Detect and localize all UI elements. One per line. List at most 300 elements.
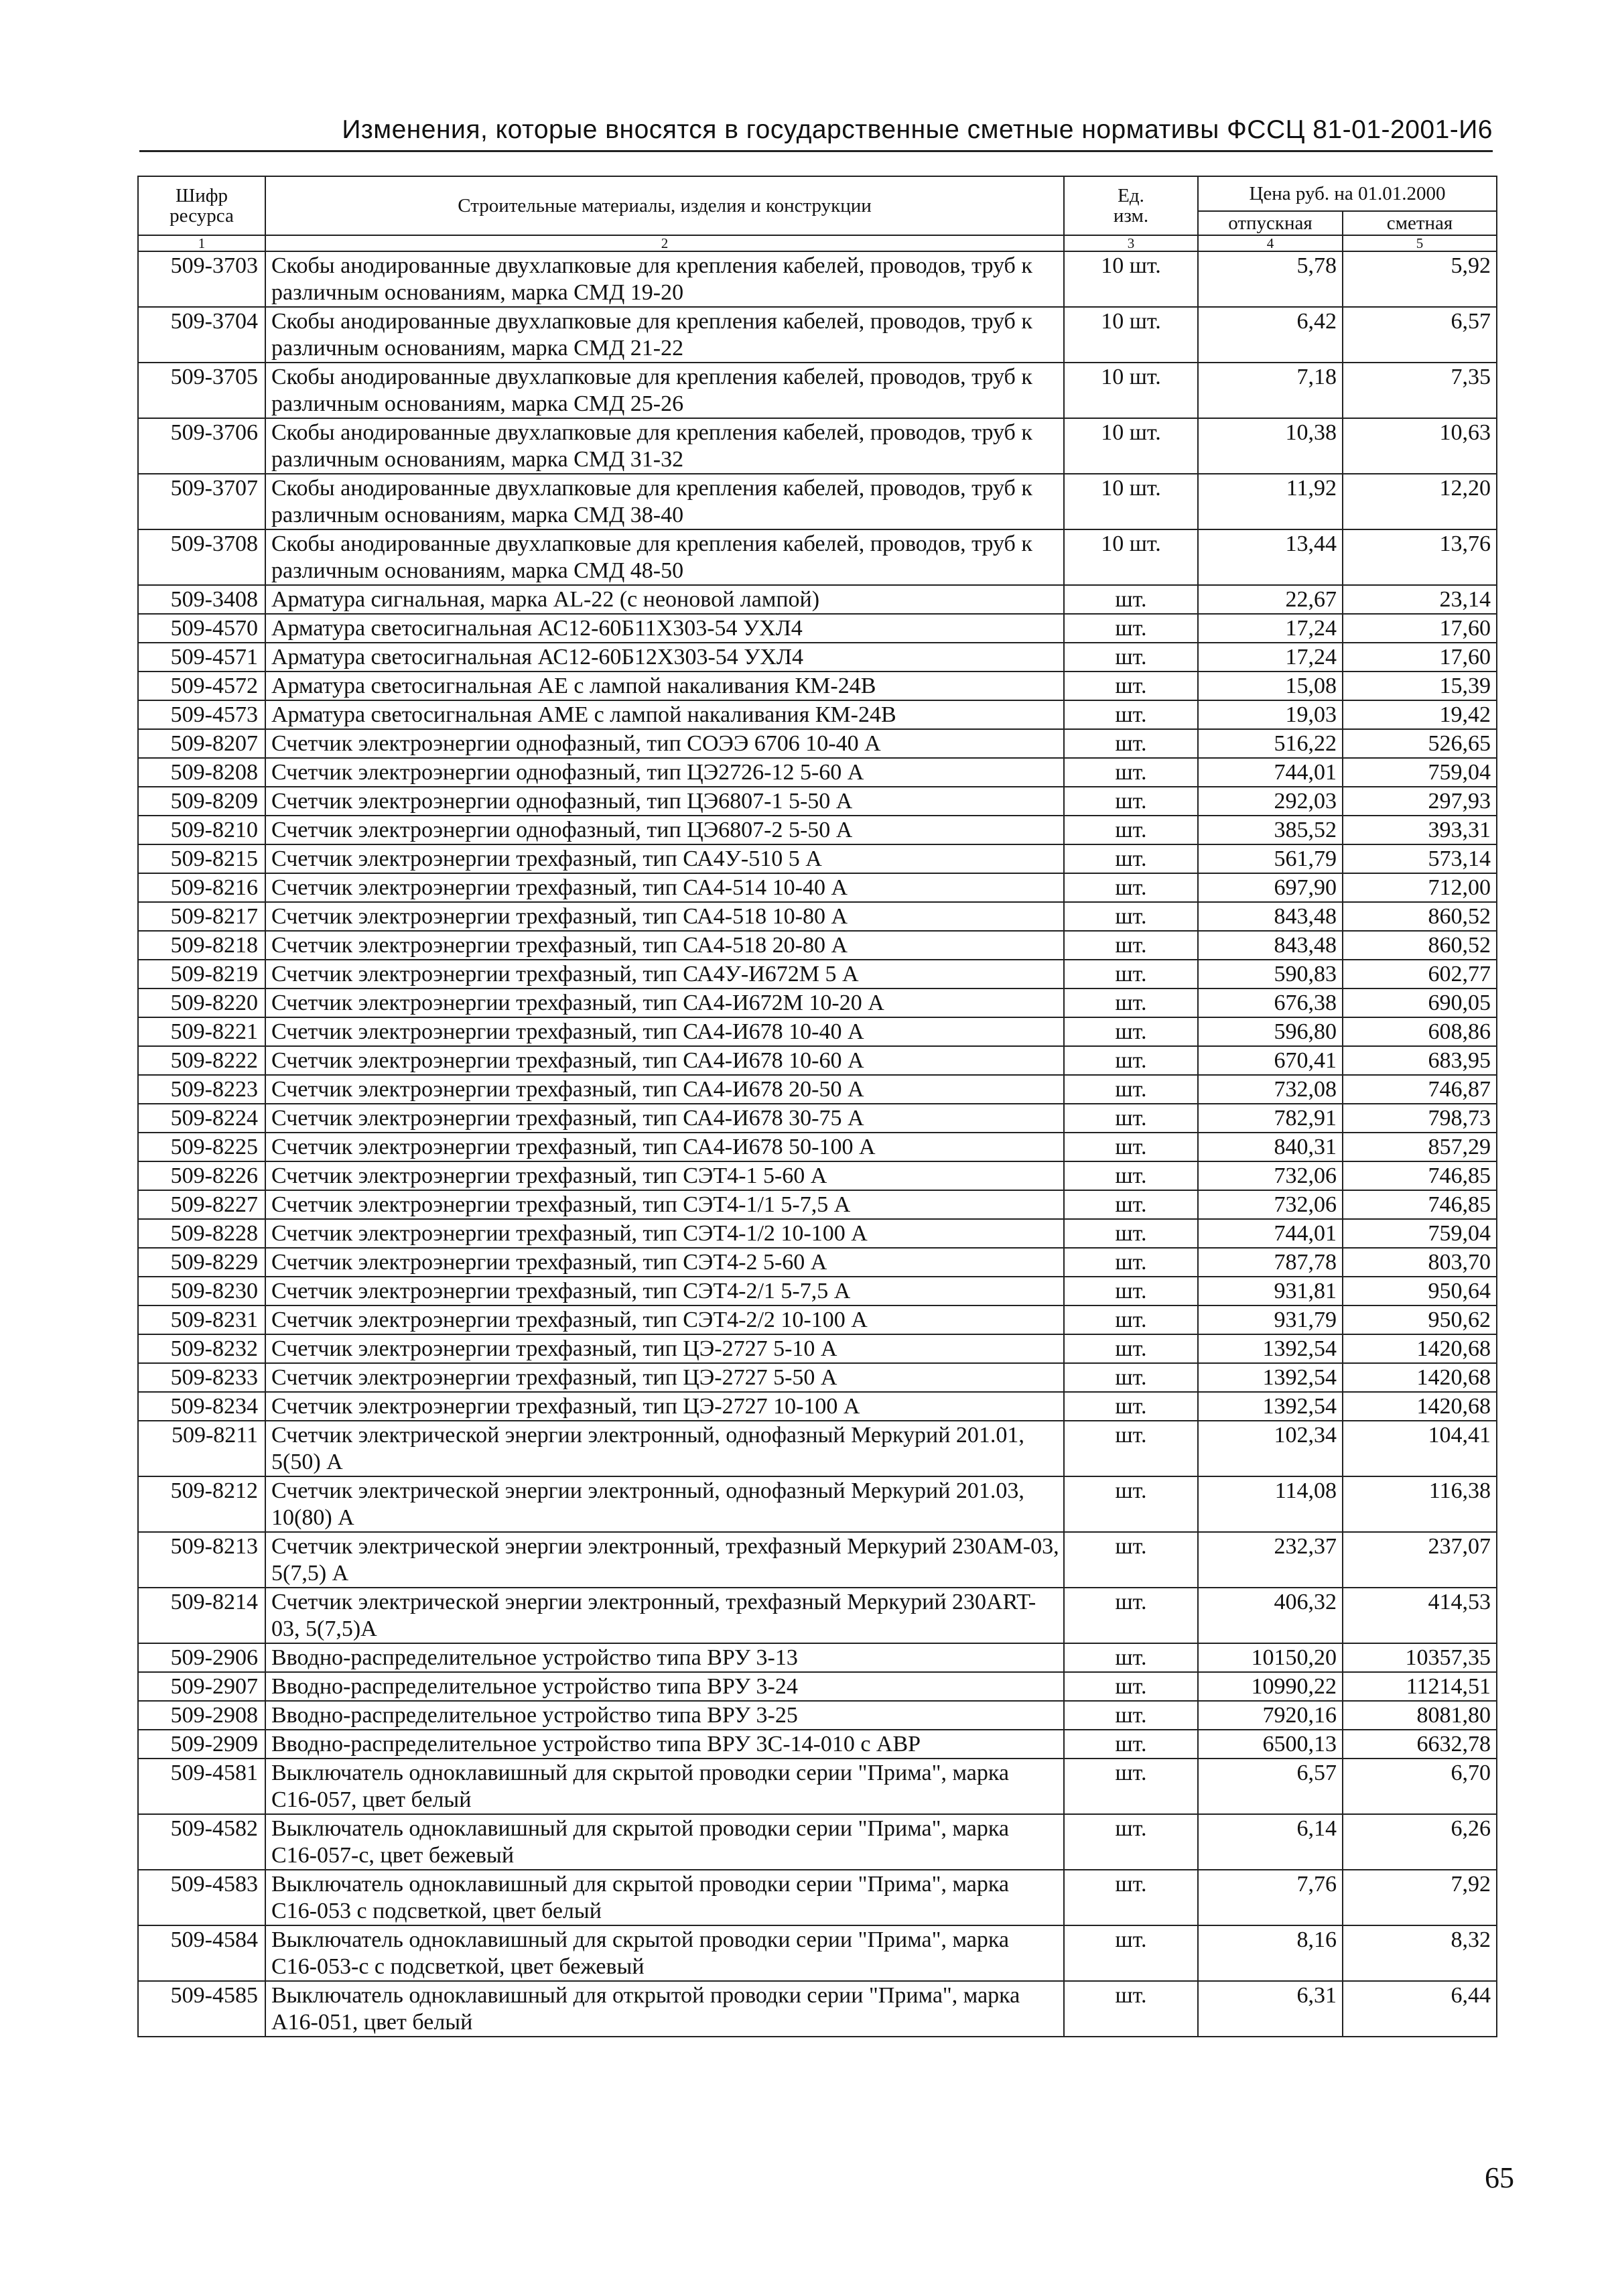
table-row [138, 585, 1497, 614]
row-unit: шт. [1064, 1104, 1198, 1133]
row-name: Счетчик электроэнергии трехфазный, тип СЭТ4-1 5-60 А [265, 1161, 1064, 1190]
row-unit: шт. [1064, 988, 1198, 1017]
row-name: Арматура светосигнальная АЕ с лампой накаливания КМ-24В [265, 672, 1064, 700]
column-number: 1 [138, 235, 265, 251]
row-price-estimate: 15,39 [1343, 672, 1497, 700]
table-row [138, 1870, 1497, 1925]
row-code: 509-8216 [138, 873, 265, 902]
row-unit: шт. [1064, 816, 1198, 844]
row-price-estimate: 573,14 [1343, 844, 1497, 873]
row-unit: шт. [1064, 1643, 1198, 1672]
row-unit: шт. [1064, 1305, 1198, 1334]
row-price-release: 732,06 [1198, 1190, 1343, 1219]
row-code: 509-2908 [138, 1701, 265, 1730]
row-code: 509-3704 [138, 307, 265, 363]
row-price-estimate: 237,07 [1343, 1532, 1497, 1588]
row-price-estimate: 12,20 [1343, 474, 1497, 529]
row-unit: шт. [1064, 931, 1198, 960]
row-price-estimate: 7,35 [1343, 363, 1497, 418]
row-unit: шт. [1064, 1219, 1198, 1248]
table-row [138, 1759, 1497, 1814]
row-code: 509-8210 [138, 816, 265, 844]
row-price-estimate: 950,62 [1343, 1305, 1497, 1334]
table-row [138, 729, 1497, 758]
row-unit: шт. [1064, 1421, 1198, 1476]
row-code: 509-8220 [138, 988, 265, 1017]
row-price-estimate: 690,05 [1343, 988, 1497, 1017]
row-price-estimate: 297,93 [1343, 787, 1497, 816]
header-title: Изменения, которые вносятся в государственные сметные нормативы ФССЦ 81-01-2001-И6 [342, 115, 1493, 144]
row-code: 509-8232 [138, 1334, 265, 1363]
row-code: 509-8221 [138, 1017, 265, 1046]
row-name: Скобы анодированные двухлапковые для крепления кабелей, проводов, труб к различным основаниям, марка СМД 25-26 [265, 363, 1064, 418]
table-row [138, 1981, 1497, 2037]
row-price-release: 10990,22 [1198, 1672, 1343, 1701]
row-name: Арматура светосигнальная АС12-60Б12Х303-54 УХЛ4 [265, 643, 1064, 672]
table-row [138, 251, 1497, 307]
row-price-estimate: 6632,78 [1343, 1730, 1497, 1759]
row-price-release: 232,37 [1198, 1532, 1343, 1588]
table-row [138, 1219, 1497, 1248]
table-row [138, 931, 1497, 960]
row-price-release: 7,18 [1198, 363, 1343, 418]
row-name: Счетчик электроэнергии однофазный, тип СОЭЭ 6706 10-40 А [265, 729, 1064, 758]
row-price-release: 15,08 [1198, 672, 1343, 700]
table-row [138, 1392, 1497, 1421]
row-name: Счетчик электроэнергии трехфазный, тип СА4-И678 50-100 А [265, 1133, 1064, 1161]
row-price-release: 843,48 [1198, 902, 1343, 931]
table-row [138, 474, 1497, 529]
row-code: 509-8208 [138, 758, 265, 787]
row-unit: шт. [1064, 700, 1198, 729]
row-price-release: 11,92 [1198, 474, 1343, 529]
row-price-release: 17,24 [1198, 643, 1343, 672]
row-price-estimate: 746,87 [1343, 1075, 1497, 1104]
table-row [138, 1532, 1497, 1588]
row-unit: шт. [1064, 1190, 1198, 1219]
row-code: 509-8213 [138, 1532, 265, 1588]
page-header [139, 114, 1493, 152]
row-price-estimate: 746,85 [1343, 1161, 1497, 1190]
table-row [138, 1814, 1497, 1870]
column-number: 4 [1198, 235, 1343, 251]
row-price-estimate: 1420,68 [1343, 1392, 1497, 1421]
row-name: Счетчик электрической энергии электронный, трехфазный Меркурий 230ART-03, 5(7,5)А [265, 1588, 1064, 1643]
table-row [138, 1476, 1497, 1532]
row-price-release: 590,83 [1198, 960, 1343, 988]
row-unit: 10 шт. [1064, 529, 1198, 585]
row-unit: шт. [1064, 902, 1198, 931]
row-price-release: 516,22 [1198, 729, 1343, 758]
row-name: Выключатель одноклавишный для скрытой проводки серии "Прима", марка С16-053-с с подсветкой, цвет бежевый [265, 1925, 1064, 1981]
row-price-release: 19,03 [1198, 700, 1343, 729]
row-unit: шт. [1064, 1075, 1198, 1104]
row-code: 509-8214 [138, 1588, 265, 1643]
row-name: Вводно-распределительное устройство типа ВРУ 3-25 [265, 1701, 1064, 1730]
row-name: Скобы анодированные двухлапковые для крепления кабелей, проводов, труб к различным основаниям, марка СМД 48-50 [265, 529, 1064, 585]
row-price-estimate: 116,38 [1343, 1476, 1497, 1532]
row-unit: шт. [1064, 1248, 1198, 1277]
row-price-estimate: 5,92 [1343, 251, 1497, 307]
row-code: 509-3708 [138, 529, 265, 585]
row-code: 509-8229 [138, 1248, 265, 1277]
row-unit: шт. [1064, 1730, 1198, 1759]
row-unit: шт. [1064, 873, 1198, 902]
row-price-estimate: 860,52 [1343, 931, 1497, 960]
row-price-estimate: 414,53 [1343, 1588, 1497, 1643]
row-price-estimate: 104,41 [1343, 1421, 1497, 1476]
row-code: 509-4582 [138, 1814, 265, 1870]
row-unit: шт. [1064, 1392, 1198, 1421]
row-price-estimate: 6,44 [1343, 1981, 1497, 2037]
row-name: Счетчик электроэнергии трехфазный, тип СА4-518 10-80 А [265, 902, 1064, 931]
row-code: 509-3408 [138, 585, 265, 614]
row-name: Счетчик электроэнергии трехфазный, тип СЭТ4-2 5-60 А [265, 1248, 1064, 1277]
row-name: Счетчик электроэнергии однофазный, тип ЦЭ6807-2 5-50 А [265, 816, 1064, 844]
row-price-release: 385,52 [1198, 816, 1343, 844]
row-code: 509-8222 [138, 1046, 265, 1075]
table-row [138, 787, 1497, 816]
row-price-estimate: 23,14 [1343, 585, 1497, 614]
header-code-line2: ресурса [170, 205, 234, 227]
row-unit: шт. [1064, 672, 1198, 700]
row-unit: шт. [1064, 1161, 1198, 1190]
row-price-estimate: 857,29 [1343, 1133, 1497, 1161]
table-row [138, 1672, 1497, 1701]
row-name: Выключатель одноклавишный для скрытой проводки серии "Прима", марка С16-053 с подсветкой, цвет белый [265, 1870, 1064, 1925]
row-unit: шт. [1064, 643, 1198, 672]
row-price-estimate: 10,63 [1343, 418, 1497, 474]
row-price-release: 8,16 [1198, 1925, 1343, 1981]
row-price-estimate: 683,95 [1343, 1046, 1497, 1075]
row-code: 509-8223 [138, 1075, 265, 1104]
row-price-release: 6,42 [1198, 307, 1343, 363]
table-body [138, 251, 1497, 2037]
column-number: 2 [265, 235, 1064, 251]
table-row [138, 614, 1497, 643]
row-code: 509-8225 [138, 1133, 265, 1161]
row-price-estimate: 13,76 [1343, 529, 1497, 585]
row-price-release: 787,78 [1198, 1248, 1343, 1277]
row-name: Счетчик электроэнергии трехфазный, тип СА4-И672М 10-20 А [265, 988, 1064, 1017]
row-price-estimate: 860,52 [1343, 902, 1497, 931]
table-row [138, 1248, 1497, 1277]
table-row [138, 1277, 1497, 1305]
header-price-group: Цена руб. на 01.01.2000 [1198, 176, 1497, 211]
row-unit: шт. [1064, 1046, 1198, 1075]
column-number: 3 [1064, 235, 1198, 251]
row-unit: шт. [1064, 1277, 1198, 1305]
row-unit: шт. [1064, 585, 1198, 614]
row-price-release: 561,79 [1198, 844, 1343, 873]
row-unit: шт. [1064, 614, 1198, 643]
row-name: Вводно-распределительное устройство типа ВРУ 3-24 [265, 1672, 1064, 1701]
row-price-estimate: 746,85 [1343, 1190, 1497, 1219]
row-name: Счетчик электроэнергии трехфазный, тип ЦЭ-2727 5-50 А [265, 1363, 1064, 1392]
row-code: 509-3706 [138, 418, 265, 474]
row-price-release: 596,80 [1198, 1017, 1343, 1046]
row-price-release: 931,79 [1198, 1305, 1343, 1334]
row-name: Счетчик электроэнергии трехфазный, тип ЦЭ-2727 10-100 А [265, 1392, 1064, 1421]
row-name: Счетчик электроэнергии трехфазный, тип СА4-И678 20-50 А [265, 1075, 1064, 1104]
table-row [138, 643, 1497, 672]
row-unit: 10 шт. [1064, 307, 1198, 363]
table-row [138, 758, 1497, 787]
price-table [137, 176, 1497, 2037]
row-price-estimate: 759,04 [1343, 1219, 1497, 1248]
header-unit-line2: изм. [1113, 205, 1149, 227]
row-price-release: 292,03 [1198, 787, 1343, 816]
row-name: Арматура светосигнальная АС12-60Б11Х303-54 УХЛ4 [265, 614, 1064, 643]
row-unit: шт. [1064, 1476, 1198, 1532]
row-code: 509-8227 [138, 1190, 265, 1219]
table-row [138, 960, 1497, 988]
row-name: Счетчик электроэнергии трехфазный, тип СА4У-И672М 5 А [265, 960, 1064, 988]
row-name: Счетчик электрической энергии электронный, однофазный Меркурий 201.03, 10(80) А [265, 1476, 1064, 1532]
row-name: Арматура сигнальная, марка AL-22 (с неоновой лампой) [265, 585, 1064, 614]
table-row [138, 1363, 1497, 1392]
row-price-release: 7920,16 [1198, 1701, 1343, 1730]
row-name: Счетчик электрической энергии электронный, однофазный Меркурий 201.01, 5(50) А [265, 1421, 1064, 1476]
header-unit-line1: Ед. [1118, 185, 1144, 206]
row-unit: 10 шт. [1064, 363, 1198, 418]
table-row [138, 902, 1497, 931]
row-price-estimate: 11214,51 [1343, 1672, 1497, 1701]
row-code: 509-8224 [138, 1104, 265, 1133]
row-code: 509-2909 [138, 1730, 265, 1759]
table-row [138, 1334, 1497, 1363]
row-name: Счетчик электрической энергии электронный, трехфазный Меркурий 230АМ-03, 5(7,5) А [265, 1532, 1064, 1588]
row-code: 509-8234 [138, 1392, 265, 1421]
row-unit: шт. [1064, 1981, 1198, 2037]
row-price-estimate: 6,70 [1343, 1759, 1497, 1814]
row-unit: шт. [1064, 1133, 1198, 1161]
header-price-estimate: сметная [1343, 211, 1497, 235]
row-price-estimate: 7,92 [1343, 1870, 1497, 1925]
row-unit: шт. [1064, 1870, 1198, 1925]
row-name: Скобы анодированные двухлапковые для крепления кабелей, проводов, труб к различным основаниям, марка СМД 19-20 [265, 251, 1064, 307]
row-code: 509-4584 [138, 1925, 265, 1981]
table-row [138, 418, 1497, 474]
row-unit: шт. [1064, 1701, 1198, 1730]
row-price-release: 931,81 [1198, 1277, 1343, 1305]
row-price-estimate: 803,70 [1343, 1248, 1497, 1277]
row-price-estimate: 6,57 [1343, 307, 1497, 363]
row-price-release: 670,41 [1198, 1046, 1343, 1075]
row-name: Счетчик электроэнергии трехфазный, тип СА4-И678 10-40 А [265, 1017, 1064, 1046]
row-code: 509-4573 [138, 700, 265, 729]
table-row [138, 844, 1497, 873]
row-name: Счетчик электроэнергии трехфазный, тип ЦЭ-2727 5-10 А [265, 1334, 1064, 1363]
table-row [138, 1588, 1497, 1643]
row-code: 509-8211 [138, 1421, 265, 1476]
row-price-estimate: 17,60 [1343, 643, 1497, 672]
row-unit: шт. [1064, 729, 1198, 758]
row-price-release: 5,78 [1198, 251, 1343, 307]
row-code: 509-8233 [138, 1363, 265, 1392]
row-code: 509-3707 [138, 474, 265, 529]
row-price-release: 843,48 [1198, 931, 1343, 960]
table-row [138, 307, 1497, 363]
row-price-estimate: 17,60 [1343, 614, 1497, 643]
row-code: 509-8218 [138, 931, 265, 960]
row-code: 509-8219 [138, 960, 265, 988]
row-unit: шт. [1064, 758, 1198, 787]
row-name: Счетчик электроэнергии трехфазный, тип СА4-518 20-80 А [265, 931, 1064, 960]
row-name: Вводно-распределительное устройство типа ВРУ 3-13 [265, 1643, 1064, 1672]
row-code: 509-8212 [138, 1476, 265, 1532]
row-code: 509-2907 [138, 1672, 265, 1701]
row-code: 509-3705 [138, 363, 265, 418]
row-code: 509-8226 [138, 1161, 265, 1190]
row-unit: 10 шт. [1064, 474, 1198, 529]
row-price-estimate: 8,32 [1343, 1925, 1497, 1981]
row-name: Выключатель одноклавишный для скрытой проводки серии "Прима", марка С16-057-с, цвет бежевый [265, 1814, 1064, 1870]
row-unit: шт. [1064, 1814, 1198, 1870]
table-row [138, 700, 1497, 729]
row-code: 509-4585 [138, 1981, 265, 2037]
row-price-release: 6500,13 [1198, 1730, 1343, 1759]
row-name: Счетчик электроэнергии трехфазный, тип СЭТ4-2/2 10-100 А [265, 1305, 1064, 1334]
table-row [138, 873, 1497, 902]
row-price-release: 102,34 [1198, 1421, 1343, 1476]
row-name: Счетчик электроэнергии трехфазный, тип СЭТ4-2/1 5-7,5 А [265, 1277, 1064, 1305]
row-price-release: 10150,20 [1198, 1643, 1343, 1672]
row-name: Скобы анодированные двухлапковые для крепления кабелей, проводов, труб к различным основаниям, марка СМД 38-40 [265, 474, 1064, 529]
row-price-release: 10,38 [1198, 418, 1343, 474]
table-row [138, 1643, 1497, 1672]
row-unit: шт. [1064, 1532, 1198, 1588]
table-row [138, 1701, 1497, 1730]
table-row [138, 816, 1497, 844]
row-name: Скобы анодированные двухлапковые для крепления кабелей, проводов, труб к различным основаниям, марка СМД 31-32 [265, 418, 1064, 474]
row-price-release: 6,57 [1198, 1759, 1343, 1814]
row-price-release: 6,31 [1198, 1981, 1343, 2037]
table-row [138, 1017, 1497, 1046]
table-row [138, 529, 1497, 585]
row-price-estimate: 19,42 [1343, 700, 1497, 729]
row-code: 509-8217 [138, 902, 265, 931]
row-price-estimate: 712,00 [1343, 873, 1497, 902]
row-code: 509-4570 [138, 614, 265, 643]
row-price-estimate: 1420,68 [1343, 1334, 1497, 1363]
table-row [138, 1046, 1497, 1075]
row-price-release: 744,01 [1198, 1219, 1343, 1248]
row-price-release: 732,06 [1198, 1161, 1343, 1190]
row-name: Выключатель одноклавишный для скрытой проводки серии "Прима", марка С16-057, цвет белый [265, 1759, 1064, 1814]
row-unit: 10 шт. [1064, 418, 1198, 474]
row-code: 509-4583 [138, 1870, 265, 1925]
row-name: Счетчик электроэнергии трехфазный, тип СА4-514 10-40 А [265, 873, 1064, 902]
row-price-estimate: 608,86 [1343, 1017, 1497, 1046]
table-row [138, 1133, 1497, 1161]
row-price-estimate: 602,77 [1343, 960, 1497, 988]
row-unit: шт. [1064, 787, 1198, 816]
row-price-estimate: 6,26 [1343, 1814, 1497, 1870]
header-name: Строительные материалы, изделия и конструкции [265, 176, 1064, 235]
row-price-release: 22,67 [1198, 585, 1343, 614]
row-name: Счетчик электроэнергии трехфазный, тип СА4-И678 10-60 А [265, 1046, 1064, 1075]
table-row [138, 363, 1497, 418]
row-code: 509-8215 [138, 844, 265, 873]
row-price-estimate: 393,31 [1343, 816, 1497, 844]
row-unit: шт. [1064, 1017, 1198, 1046]
table-row [138, 1421, 1497, 1476]
row-price-release: 6,14 [1198, 1814, 1343, 1870]
row-unit: шт. [1064, 1672, 1198, 1701]
row-price-release: 840,31 [1198, 1133, 1343, 1161]
column-number: 5 [1343, 235, 1497, 251]
row-price-release: 406,32 [1198, 1588, 1343, 1643]
table-row [138, 1075, 1497, 1104]
row-unit: 10 шт. [1064, 251, 1198, 307]
row-price-estimate: 8081,80 [1343, 1701, 1497, 1730]
row-unit: шт. [1064, 1588, 1198, 1643]
row-code: 509-2906 [138, 1643, 265, 1672]
row-price-release: 1392,54 [1198, 1334, 1343, 1363]
row-price-estimate: 798,73 [1343, 1104, 1497, 1133]
row-code: 509-8228 [138, 1219, 265, 1248]
row-code: 509-8207 [138, 729, 265, 758]
row-unit: шт. [1064, 960, 1198, 988]
row-unit: шт. [1064, 1759, 1198, 1814]
row-price-release: 732,08 [1198, 1075, 1343, 1104]
table-row [138, 1104, 1497, 1133]
row-name: Выключатель одноклавишный для открытой проводки серии "Прима", марка А16-051, цвет белый [265, 1981, 1064, 2037]
row-name: Вводно-распределительное устройство типа ВРУ 3С-14-010 с АВР [265, 1730, 1064, 1759]
row-price-release: 7,76 [1198, 1870, 1343, 1925]
header-price-release: отпускная [1198, 211, 1343, 235]
row-name: Счетчик электроэнергии трехфазный, тип СЭТ4-1/1 5-7,5 А [265, 1190, 1064, 1219]
row-code: 509-4571 [138, 643, 265, 672]
row-price-estimate: 1420,68 [1343, 1363, 1497, 1392]
row-price-release: 1392,54 [1198, 1392, 1343, 1421]
row-price-release: 13,44 [1198, 529, 1343, 585]
table-row [138, 1925, 1497, 1981]
page-number: 65 [1485, 2161, 1514, 2194]
row-code: 509-4572 [138, 672, 265, 700]
row-name: Скобы анодированные двухлапковые для крепления кабелей, проводов, труб к различным основаниям, марка СМД 21-22 [265, 307, 1064, 363]
table-row [138, 1305, 1497, 1334]
row-price-release: 676,38 [1198, 988, 1343, 1017]
row-unit: шт. [1064, 1334, 1198, 1363]
row-name: Арматура светосигнальная АМЕ с лампой накаливания КМ-24В [265, 700, 1064, 729]
table-row [138, 672, 1497, 700]
row-price-estimate: 950,64 [1343, 1277, 1497, 1305]
row-code: 509-3703 [138, 251, 265, 307]
row-name: Счетчик электроэнергии однофазный, тип ЦЭ2726-12 5-60 А [265, 758, 1064, 787]
header-unit [1064, 176, 1198, 235]
row-unit: шт. [1064, 1925, 1198, 1981]
table-row [138, 1190, 1497, 1219]
row-price-estimate: 10357,35 [1343, 1643, 1497, 1672]
row-code: 509-8231 [138, 1305, 265, 1334]
row-price-release: 17,24 [1198, 614, 1343, 643]
row-name: Счетчик электроэнергии трехфазный, тип СА4-И678 30-75 А [265, 1104, 1064, 1133]
table-row [138, 1730, 1497, 1759]
header-code [138, 176, 265, 235]
row-price-estimate: 526,65 [1343, 729, 1497, 758]
header-code-line1: Шифр [175, 185, 228, 206]
row-unit: шт. [1064, 1363, 1198, 1392]
row-name: Счетчик электроэнергии трехфазный, тип СА4У-510 5 А [265, 844, 1064, 873]
row-price-estimate: 759,04 [1343, 758, 1497, 787]
row-price-release: 744,01 [1198, 758, 1343, 787]
row-price-release: 782,91 [1198, 1104, 1343, 1133]
row-unit: шт. [1064, 844, 1198, 873]
row-name: Счетчик электроэнергии однофазный, тип ЦЭ6807-1 5-50 А [265, 787, 1064, 816]
row-price-release: 1392,54 [1198, 1363, 1343, 1392]
